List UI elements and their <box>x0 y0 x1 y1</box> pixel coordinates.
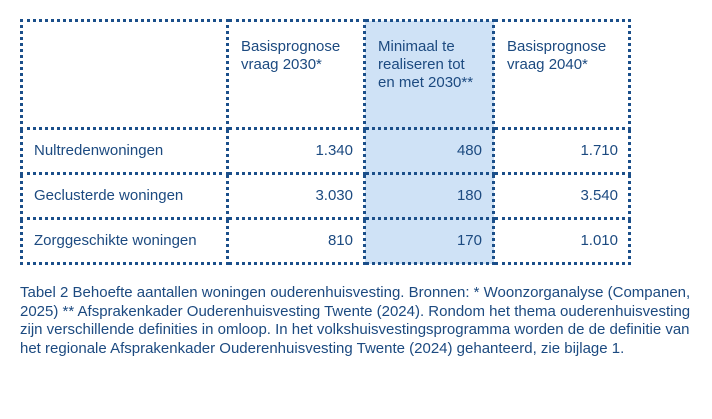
cell-value: 3.030 <box>228 174 365 219</box>
cell-value: 3.540 <box>494 174 630 219</box>
header-cell-empty <box>22 21 228 129</box>
header-basisprognose-2040: Basisprognose vraag 2040* <box>494 21 630 129</box>
row-label: Zorggeschikte woningen <box>22 219 228 264</box>
cell-value: 170 <box>365 219 494 264</box>
table-row <box>22 219 630 264</box>
cell-value: 1.710 <box>494 129 630 174</box>
cell-value: 180 <box>365 174 494 219</box>
table-row <box>22 129 630 174</box>
table-caption: Tabel 2 Behoefte aantallen woningen ouderenhuisvesting. Bronnen: * Woonzorganalyse (Companen, 2025) ** Afsprakenkader Ouderenhuisvesting Twente (2024). Rondom het thema ouderenhuisvesting zijn verschillende definities in omloop. In het volkshuisvestingsprogramma worden de de definitie van het regionale Afsprakenkader Ouderenhuisvesting Twente (2024) gehanteerd, zie bijlage 1. <box>20 284 691 357</box>
table-header-row <box>22 21 630 129</box>
cell-value: 480 <box>365 129 494 174</box>
table-row <box>22 174 630 219</box>
row-label: Nultredenwoningen <box>22 129 228 174</box>
cell-value: 1.340 <box>228 129 365 174</box>
row-label: Geclusterde woningen <box>22 174 228 219</box>
cell-value: 1.010 <box>494 219 630 264</box>
header-basisprognose-2030: Basisprognose vraag 2030* <box>228 21 365 129</box>
header-minimaal-2030: Minimaal te realiseren tot en met 2030** <box>365 21 494 129</box>
housing-demand-table <box>20 19 631 265</box>
cell-value: 810 <box>228 219 365 264</box>
